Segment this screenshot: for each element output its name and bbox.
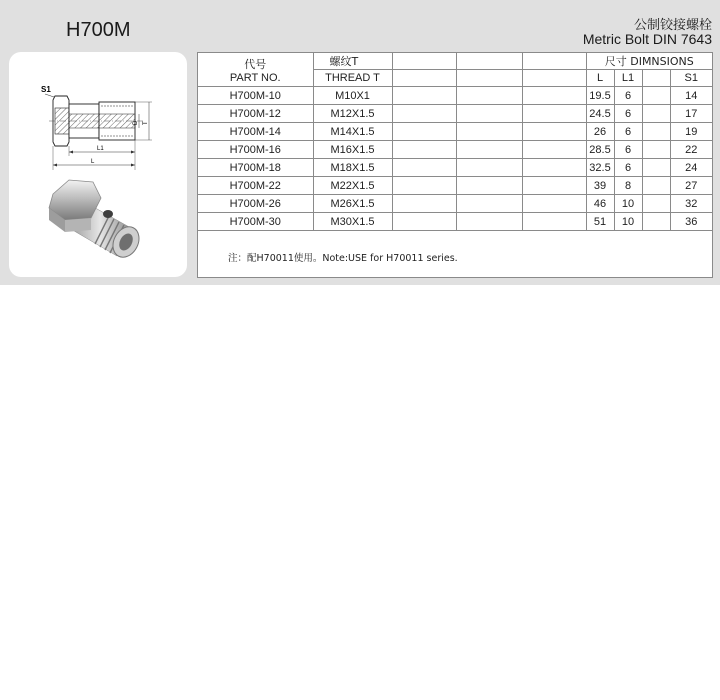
- cell-l1: 6: [614, 123, 642, 141]
- cell-l1: 8: [614, 177, 642, 195]
- cell-l: 32.5: [586, 159, 614, 177]
- cell-l1: 6: [614, 105, 642, 123]
- cell-thread: M16X1.5: [313, 141, 392, 159]
- cell-thread: M10X1: [313, 87, 392, 105]
- cell-part: H700M-30: [198, 213, 313, 231]
- cell-part: H700M-12: [198, 105, 313, 123]
- cell-l: 24.5: [586, 105, 614, 123]
- cell-s1: 14: [670, 87, 712, 105]
- bolt-drawing: [9, 52, 187, 277]
- cell-l1: 10: [614, 213, 642, 231]
- cell-s1: 24: [670, 159, 712, 177]
- table-row: [198, 195, 712, 213]
- header-empty: [392, 70, 456, 87]
- label-s1: S1: [41, 85, 51, 94]
- cell-l: 26: [586, 123, 614, 141]
- cell-l1: 6: [614, 141, 642, 159]
- table-row: [198, 177, 712, 195]
- spec-table: [198, 53, 712, 231]
- header-part-en: PART NO.: [229, 71, 281, 84]
- header-part-no: [198, 53, 313, 87]
- cell-l: 19.5: [586, 87, 614, 105]
- cell-part: H700M-16: [198, 141, 313, 159]
- cell-part: H700M-22: [198, 177, 313, 195]
- cell-s1: 17: [670, 105, 712, 123]
- header-empty: [392, 53, 456, 70]
- header-part-cn: 代号: [244, 57, 267, 71]
- header-col-l1: L1: [614, 70, 642, 87]
- table-row: [198, 141, 712, 159]
- model-title: H700M: [66, 19, 131, 41]
- header-dimensions: 尺寸 DIMNSIONS: [586, 53, 712, 70]
- label-l1: L1: [97, 146, 104, 152]
- label-l: L: [91, 159, 95, 165]
- cell-part: H700M-18: [198, 159, 313, 177]
- cell-part: H700M-14: [198, 123, 313, 141]
- cell-l: 46: [586, 195, 614, 213]
- table-note: 注：配H70011使用。Note:USE for H70011 series.: [228, 253, 458, 264]
- header-empty: [456, 70, 522, 87]
- table-row: [198, 213, 712, 231]
- cell-part: H700M-26: [198, 195, 313, 213]
- cell-s1: 32: [670, 195, 712, 213]
- title-chinese: 公制铰接螺栓: [633, 18, 712, 33]
- cell-part: H700M-10: [198, 87, 313, 105]
- cell-thread: M12X1.5: [313, 105, 392, 123]
- cell-l1: 10: [614, 195, 642, 213]
- header-thread-cn: 螺纹T: [313, 53, 392, 70]
- bolt-render-image: [49, 180, 144, 262]
- cell-thread: M18X1.5: [313, 159, 392, 177]
- header-empty: [456, 53, 522, 70]
- cell-s1: 19: [670, 123, 712, 141]
- cell-thread: M14X1.5: [313, 123, 392, 141]
- label-d: D: [133, 120, 139, 125]
- cell-s1: 27: [670, 177, 712, 195]
- cell-l: 51: [586, 213, 614, 231]
- table-row: [198, 105, 712, 123]
- label-t: T: [143, 121, 149, 125]
- header-col-l: L: [586, 70, 614, 87]
- product-image-card: [9, 52, 187, 277]
- table-row: [198, 123, 712, 141]
- title-english: Metric Bolt DIN 7643: [582, 31, 712, 47]
- cell-thread: M30X1.5: [313, 213, 392, 231]
- header-thread-en: THREAD T: [313, 70, 392, 87]
- technical-drawing: [41, 85, 152, 170]
- cell-l1: 6: [614, 159, 642, 177]
- header-empty: [642, 70, 670, 87]
- cell-s1: 36: [670, 213, 712, 231]
- cell-thread: M22X1.5: [313, 177, 392, 195]
- header-empty: [522, 53, 586, 70]
- cell-thread: M26X1.5: [313, 195, 392, 213]
- cell-l: 28.5: [586, 141, 614, 159]
- cell-l: 39: [586, 177, 614, 195]
- cell-s1: 22: [670, 141, 712, 159]
- table-header-row-1: [198, 53, 712, 70]
- table-row: [198, 87, 712, 105]
- header-empty: [522, 70, 586, 87]
- header-col-s1: S1: [670, 70, 712, 87]
- table-row: [198, 159, 712, 177]
- cell-l1: 6: [614, 87, 642, 105]
- spec-table-panel: [197, 52, 713, 278]
